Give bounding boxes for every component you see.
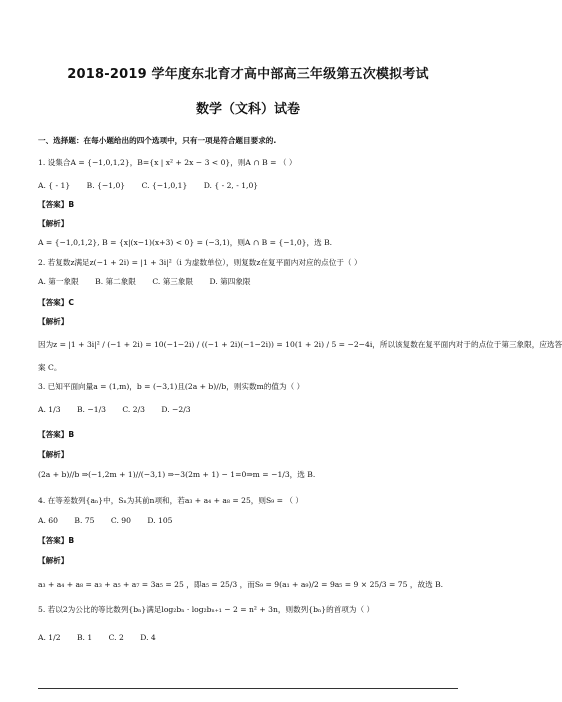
q2-analysis-label: 【解析】 — [38, 317, 69, 326]
q5-options — [38, 633, 170, 643]
q4-option-a: A. 60 — [38, 516, 58, 525]
q1-options — [38, 181, 272, 191]
page-bottom-rule — [38, 688, 458, 689]
q3-options — [38, 405, 205, 415]
q1-analysis: A = {−1,0,1,2}, B = {x|(x−1)(x+3) < 0} = (−3,1)，则A ∩ B = {−1,0}，选 B. — [38, 238, 333, 247]
q4-option-c: C. 90 — [110, 516, 131, 525]
q3-option-a: A. 1/3 — [38, 405, 61, 414]
exam-title: 2018-2019 学年度东北育才高中部高三年级第五次模拟考试 — [67, 67, 429, 82]
q1-stem: 1. 设集合A = {−1,0,1,2}，B={x | x² + 2x − 3 < 0}，则A ∩ B = （ ） — [38, 158, 297, 167]
q1-option-d: D. { - 2, - 1,0} — [203, 181, 259, 190]
q3-analysis-label: 【解析】 — [38, 450, 69, 459]
q4-option-b: B. 75 — [74, 516, 95, 525]
q3-option-d: D. −2/3 — [161, 405, 191, 414]
q4-option-d: D. 105 — [147, 516, 173, 525]
q1-option-b: B. {−1,0} — [86, 181, 126, 190]
q1-answer: 【答案】B — [38, 200, 75, 209]
q5-option-b: B. 1 — [76, 633, 93, 642]
q5-stem: 5. 若以2为公比的等比数列{bₙ}满足log₂bₙ · log₂bₙ₊₁ − 2 = n² + 3n，则数列{bₙ}的首项为（ ） — [38, 605, 375, 614]
q3-analysis: (2a + b)//b ⇒(−1,2m + 1)//(−3,1) ⇒−3(2m + 1) − 1=0⇒m = −1/3，选 B. — [38, 470, 316, 479]
q3-answer: 【答案】B — [38, 430, 75, 439]
q2-answer: 【答案】C — [38, 298, 74, 307]
q4-analysis: a₃ + a₄ + a₈ = a₃ + a₅ + a₇ = 3a₅ = 25 ，即a₅ = 25/3 ，而S₉ = 9(a₁ + a₉)/2 = 9a₅ = 9 × 25/3 = 75 ，故选 B. — [38, 580, 444, 589]
q1-option-c: C. {−1,0,1} — [141, 181, 188, 190]
q3-option-c: C. 2/3 — [122, 405, 145, 414]
q4-options — [38, 516, 187, 526]
q4-analysis-label: 【解析】 — [38, 556, 69, 565]
q2-options — [38, 277, 265, 287]
q5-option-c: C. 2 — [108, 633, 124, 642]
section-heading: 一、选择题：在每小题给出的四个选项中，只有一项是符合题目要求的. — [38, 136, 277, 145]
q5-option-d: D. 4 — [140, 633, 156, 642]
q4-stem: 4. 在等差数列{aₙ}中，Sₙ为其前n项和，若a₃ + a₄ + a₈ = 25，则S₉ = （ ） — [38, 496, 303, 505]
q1-option-a: A. { - 1} — [38, 181, 71, 190]
q2-option-a: A. 第一象限 — [38, 277, 79, 286]
q1-analysis-label: 【解析】 — [38, 219, 69, 228]
q4-answer: 【答案】B — [38, 536, 75, 545]
q2-analysis-line2: 案 C。 — [38, 363, 62, 372]
exam-subtitle: 数学（文科）试卷 — [195, 102, 300, 117]
q2-option-d: D. 第四象限 — [209, 277, 251, 286]
q3-option-b: B. −1/3 — [76, 405, 106, 414]
q2-option-c: C. 第三象限 — [152, 277, 194, 286]
q2-analysis-line1: 因为z = |1 + 3i|² / (−1 + 2i) = 10(−1−2i) / ((−1 + 2i)(−1−2i)) = 10(1 + 2i) / 5 = −2−4i，所以该复数在复平面内对于的点位于第三象限，应选答 — [38, 340, 562, 349]
q3-stem: 3. 已知平面向量a = (1,m)，b = (−3,1)且(2a + b)//b，则实数m的值为（ ） — [38, 382, 305, 391]
q2-option-b: B. 第二象限 — [95, 277, 136, 286]
q2-stem: 2. 若复数z满足z(−1 + 2i) = |1 + 3i|²（i 为虚数单位），则复数z在复平面内对应的点位于（ ） — [38, 258, 362, 267]
q5-option-a: A. 1/2 — [38, 633, 61, 642]
